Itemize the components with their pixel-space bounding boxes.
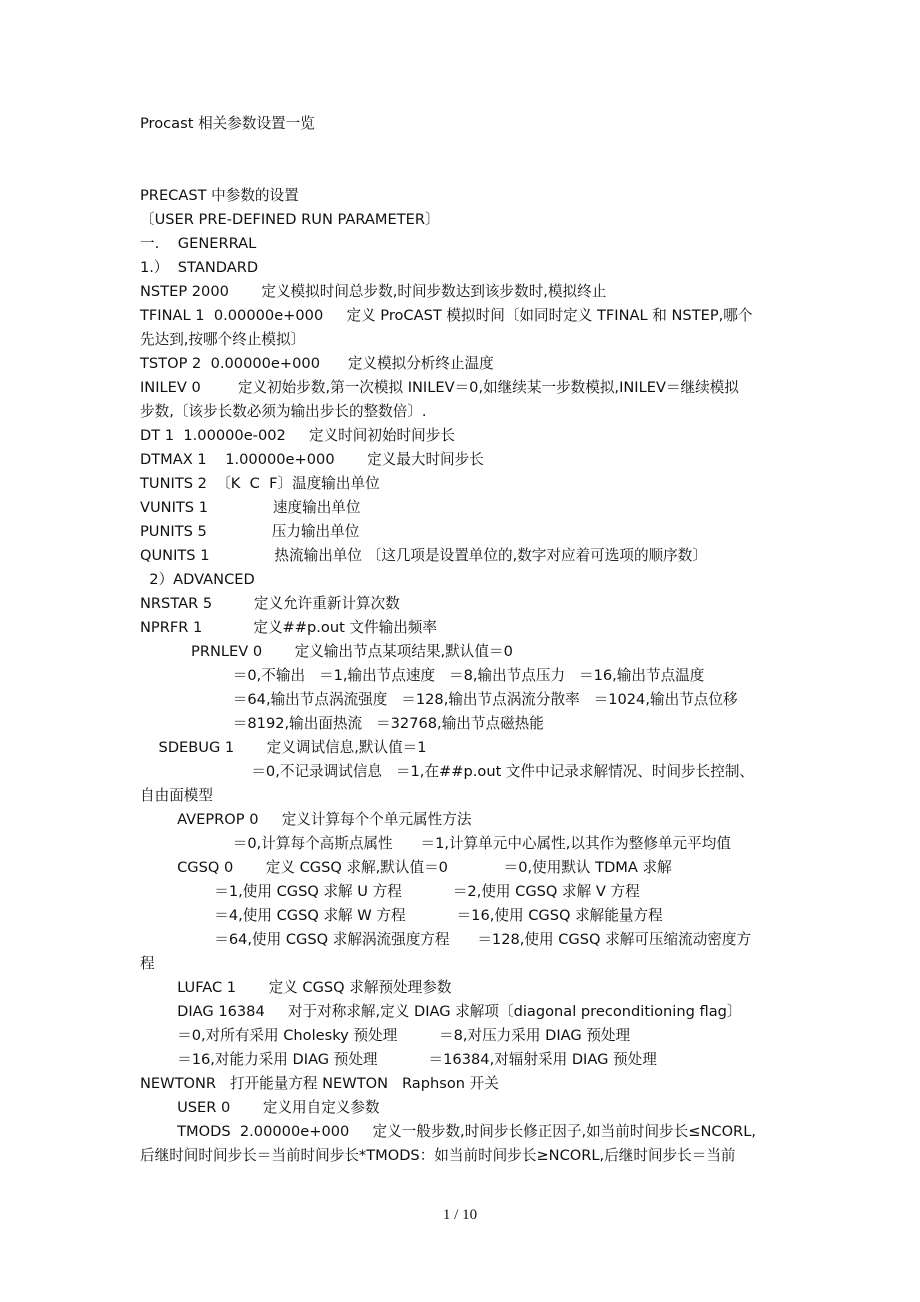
text-line: NSTEP 2000 定义模拟时间总步数,时间步数达到该步数时,模拟终止 (140, 283, 607, 300)
text-line: PRNLEV 0 定义输出节点某项结果,默认值＝0 (140, 643, 513, 660)
text-line: AVEPROP 0 定义计算每个个单元属性方法 (140, 811, 472, 828)
text-line: 程 (140, 955, 155, 972)
text-line: 自由面模型 (140, 787, 213, 804)
text-line: TUNITS 2 〔K C F〕温度输出单位 (140, 475, 380, 492)
text-line: DT 1 1.00000e-002 定义时间初始时间步长 (140, 427, 455, 444)
text-line: USER 0 定义用自定义参数 (140, 1099, 380, 1116)
document-title: Procast 相关参数设置一览 (140, 115, 315, 132)
text-line: ＝0,不记录调试信息 ＝1,在##p.out 文件中记录求解情况、时间步长控制、 (140, 763, 755, 780)
text-line: 后继时间时间步长＝当前时间步长*TMODS：如当前时间步长≥NCORL,后继时间步长＝当前 (140, 1147, 736, 1164)
text-line: DTMAX 1 1.00000e+000 定义最大时间步长 (140, 451, 484, 468)
text-line: NEWTONR 打开能量方程 NEWTON Raphson 开关 (140, 1075, 499, 1092)
text-line: NPRFR 1 定义##p.out 文件输出频率 (140, 619, 437, 636)
text-line: INILEV 0 定义初始步数,第一次模拟 INILEV＝0,如继续某一步数模拟,INILEV＝继续模拟 (140, 379, 739, 396)
text-line: 先达到,按哪个终止模拟〕 (140, 331, 306, 348)
text-line: ＝0,计算每个高斯点属性 ＝1,计算单元中心属性,以其作为整修单元平均值 (140, 835, 731, 852)
text-line: PRECAST 中参数的设置 (140, 187, 299, 204)
text-line: PUNITS 5 压力输出单位 (140, 523, 360, 540)
text-line: LUFAC 1 定义 CGSQ 求解预处理参数 (140, 979, 452, 996)
text-line: ＝4,使用 CGSQ 求解 W 方程 ＝16,使用 CGSQ 求解能量方程 (140, 907, 663, 924)
text-line: DIAG 16384 对于对称求解,定义 DIAG 求解项〔diagonal preconditioning flag〕 (140, 1003, 742, 1020)
text-line: CGSQ 0 定义 CGSQ 求解,默认值＝0 ＝0,使用默认 TDMA 求解 (140, 859, 672, 876)
text-line: 1.） STANDARD (140, 259, 259, 276)
text-line: NRSTAR 5 定义允许重新计算次数 (140, 595, 400, 612)
text-line: SDEBUG 1 定义调试信息,默认值＝1 (140, 739, 427, 756)
text-line: ＝16,对能力采用 DIAG 预处理 ＝16384,对辐射采用 DIAG 预处理 (140, 1051, 657, 1068)
text-line: ＝1,使用 CGSQ 求解 U 方程 ＝2,使用 CGSQ 求解 V 方程 (140, 883, 640, 900)
page-number: 1 / 10 (442, 1207, 478, 1223)
text-line: ＝64,输出节点涡流强度 ＝128,输出节点涡流分散率 ＝1024,输出节点位移 (140, 691, 738, 708)
text-line: QUNITS 1 热流输出单位 〔这几项是设置单位的,数字对应着可选项的顺序数〕 (140, 547, 707, 564)
text-line: 一. GENERRAL (140, 235, 257, 252)
text-line: TFINAL 1 0.00000e+000 定义 ProCAST 模拟时间〔如同时定义 TFINAL 和 NSTEP,哪个 (140, 307, 753, 324)
text-line: 〔USER PRE-DEFINED RUN PARAMETER〕 (140, 211, 440, 228)
text-line: ＝0,对所有采用 Cholesky 预处理 ＝8,对压力采用 DIAG 预处理 (140, 1027, 631, 1044)
text-line: ＝8192,输出面热流 ＝32768,输出节点磁热能 (140, 715, 544, 732)
text-line: 步数,〔该步长数必须为输出步长的整数倍〕. (140, 403, 427, 420)
text-line: TMODS 2.00000e+000 定义一般步数,时间步长修正因子,如当前时间步长≤NCORL, (140, 1123, 756, 1140)
text-line: ＝64,使用 CGSQ 求解涡流强度方程 ＝128,使用 CGSQ 求解可压缩流动密度方 (140, 931, 752, 948)
text-line: VUNITS 1 速度输出单位 (140, 499, 361, 516)
text-line: 2）ADVANCED (140, 571, 255, 588)
text-line: ＝0,不输出 ＝1,输出节点速度 ＝8,输出节点压力 ＝16,输出节点温度 (140, 667, 705, 684)
text-line: TSTOP 2 0.00000e+000 定义模拟分析终止温度 (140, 355, 494, 372)
